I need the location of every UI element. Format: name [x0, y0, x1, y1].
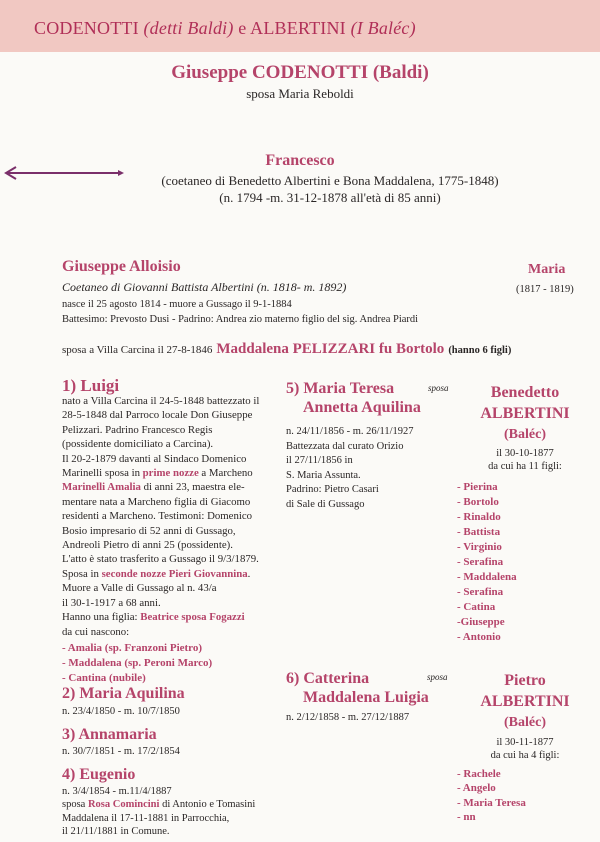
text-run: Pelizzari. Padrino Francesco Regis	[62, 423, 213, 436]
text-run: S. Maria Assunta.	[286, 469, 361, 481]
benedetto-child-item: - Serafina	[457, 556, 504, 568]
pietro-children-list	[457, 767, 526, 825]
text-run: Marinelli sposa in	[62, 467, 143, 480]
text-run: Battezzata dal curato Orizio	[286, 440, 404, 452]
annamaria-title: 3) Annamaria	[62, 726, 157, 743]
benedetto-died: il 30-10-1877	[496, 448, 554, 459]
text-run: Bosio impresario di 52 anni di Gussago,	[62, 524, 236, 537]
teresa-biography	[286, 425, 456, 513]
teresa-bio-line	[286, 454, 456, 469]
francesco-dates: (n. 1794 -m. 31-12-1878 all'età di 85 anni)	[219, 190, 441, 205]
benedetto-child-item: - Serafina	[457, 586, 504, 598]
eugenio-bio-line	[62, 825, 302, 839]
luigi-bio-line	[62, 552, 282, 566]
alloisio-baptism: Battesimo: Prevosto Dusi - Padrino: Andrea zio materno figlio del sig. Andrea Piardi	[62, 314, 419, 325]
catterina-sposa-label: sposa	[427, 672, 448, 682]
highlight-name: Marinelli Amalia	[62, 481, 141, 494]
text-run: (possidente domiciliato a Carcina).	[62, 438, 214, 451]
header-surname-codenotti: CODENOTTI	[34, 18, 144, 38]
maria-sister-name: Maria	[528, 262, 566, 277]
benedetto-surname: ALBERTINI	[480, 405, 570, 422]
luigi-bio-line	[62, 495, 282, 509]
teresa-bio-line	[286, 469, 456, 484]
benedetto-child-item: - Battista	[457, 526, 501, 538]
alloisio-name: Giuseppe Alloisio	[62, 258, 181, 275]
benedetto-child-item: - Virginio	[457, 541, 502, 553]
header-nickname-baldi: (detti Baldi)	[143, 18, 234, 38]
text-run: il 30-1-1917 a 68 anni.	[62, 596, 161, 609]
luigi-bio-line	[62, 394, 282, 408]
catterina-title-line1: 6) Catterina	[286, 670, 370, 687]
text-run: sposa	[62, 799, 88, 810]
luigi-child-item: - Cantina (nubile)	[62, 671, 146, 684]
teresa-bio-line	[286, 440, 456, 455]
luigi-children-list	[62, 641, 212, 685]
text-run: di anni 23, maestra ele-	[140, 481, 245, 494]
alloisio-marriage	[62, 340, 511, 358]
pietro-child-item: - Rachele	[457, 768, 501, 780]
luigi-child-item: - Amalia (sp. Franzoni Pietro)	[62, 642, 203, 654]
patriarch-name: Giuseppe CODENOTTI (Baldi)	[171, 62, 429, 83]
alloisio-note: Coetaneo di Giovanni Battista Albertini (n. 1818- m. 1892)	[62, 280, 347, 294]
teresa-bio-line	[286, 425, 456, 440]
benedetto-name: Benedetto	[490, 384, 560, 401]
text-run: n. 24/11/1856 - m. 26/11/1927	[286, 426, 414, 437]
luigi-bio-line	[62, 567, 282, 581]
text-run: da cui nascono:	[62, 625, 130, 638]
header-title	[34, 18, 416, 39]
marriage-prefix: sposa a Villa Carcina il 27-8-1846	[62, 344, 213, 356]
luigi-bio-line	[62, 524, 282, 538]
luigi-bio-line	[62, 466, 282, 480]
luigi-biography	[62, 394, 282, 639]
highlight-name: seconde nozze Pieri Giovannina	[101, 567, 248, 580]
pietro-name: Pietro	[504, 672, 546, 689]
alloisio-born: nasce il 25 agosto 1814 - muore a Gussago il 9-1-1884	[62, 299, 292, 310]
benedetto-child-item: - Antonio	[457, 631, 501, 643]
eugenio-bio-line	[62, 798, 302, 812]
luigi-bio-line	[62, 610, 282, 624]
benedetto-child-item: - Rinaldo	[457, 511, 501, 523]
aquilina-title: 2) Maria Aquilina	[62, 685, 185, 702]
pietro-child-item: - Angelo	[457, 782, 496, 795]
text-run: Padrino: Pietro Casari	[286, 484, 379, 496]
text-run: di Sale di Gussago	[286, 498, 365, 510]
text-run: il 21/11/1881 in Comune.	[62, 826, 170, 837]
text-run: Hanno una figlia:	[62, 611, 141, 624]
patriarch-spouse: sposa Maria Reboldi	[246, 86, 354, 101]
francesco-note: (coetaneo di Benedetto Albertini e Bona Maddalena, 1775-1848)	[161, 173, 499, 188]
header-nickname-balec: (I Baléc)	[350, 18, 416, 38]
francesco-name: Francesco	[265, 152, 335, 169]
teresa-bio-line	[286, 498, 456, 513]
text-run: Il 20-2-1879 davanti al Sindaco Domenico	[62, 452, 247, 465]
luigi-child-item: - Maddalena (sp. Peroni Marco)	[62, 656, 213, 669]
catterina-dates: n. 2/12/1858 - m. 27/12/1887	[286, 712, 410, 723]
text-run: di Antonio e Tomasini	[159, 799, 256, 810]
annamaria-dates: n. 30/7/1851 - m. 17/2/1854	[62, 746, 180, 757]
pietro-surname: ALBERTINI	[480, 693, 570, 710]
luigi-bio-line	[62, 509, 282, 523]
benedetto-nickname: (Baléc)	[504, 427, 546, 442]
text-run: a Marcheno	[198, 467, 253, 480]
luigi-bio-line	[62, 480, 282, 494]
luigi-bio-line	[62, 625, 282, 639]
text-run: nato a Villa Carcina il 24-5-1848 battezzato il	[62, 395, 260, 407]
aquilina-dates: n. 23/4/1850 - m. 10/7/1850	[62, 706, 180, 717]
luigi-bio-line	[62, 452, 282, 466]
benedetto-children-intro: da cui ha 11 figli:	[488, 461, 562, 472]
text-run: .	[247, 567, 251, 580]
luigi-bio-line	[62, 581, 282, 595]
benedetto-child-item: - Pierina	[457, 481, 498, 493]
maria-sister-dates: (1817 - 1819)	[516, 284, 574, 295]
teresa-title-line1: 5) Maria Teresa	[286, 380, 395, 397]
catterina-title-line2: Maddalena Luigia	[303, 689, 429, 706]
luigi-bio-line	[62, 408, 282, 422]
header-surname-albertini: e ALBERTINI	[233, 18, 351, 38]
pietro-nickname: (Baléc)	[504, 715, 546, 730]
text-run: Muore a Valle di Gussago al n. 43/a	[62, 582, 217, 595]
highlight-name: prime nozze	[142, 467, 199, 480]
text-run: il 27/11/1856 in	[286, 455, 353, 467]
benedetto-child-item: -Giuseppe	[457, 616, 505, 628]
marriage-children-note: (hanno 6 figli)	[448, 345, 512, 356]
text-run: Maddalena il 17-11-1881 in Parrocchia,	[62, 812, 230, 824]
benedetto-child-item: - Catina	[457, 601, 496, 613]
benedetto-child-item: - Maddalena	[457, 571, 517, 583]
pietro-child-item: - Maria Teresa	[457, 796, 526, 809]
teresa-bio-line	[286, 483, 456, 498]
text-run: L'atto è stato trasferito a Gussago il 9/3/1879.	[62, 553, 259, 566]
eugenio-bio-line	[62, 812, 302, 826]
eugenio-title: 4) Eugenio	[62, 766, 136, 783]
text-run: mentare nata a Marcheno figlia di Giacomo	[62, 495, 251, 508]
teresa-sposa-label: sposa	[428, 383, 449, 393]
pietro-died: il 30-11-1877	[496, 737, 554, 748]
pietro-child-item: - nn	[457, 811, 476, 824]
luigi-bio-line	[62, 596, 282, 610]
text-run: 28-5-1848 dal Parroco locale Don Giuseppe	[62, 409, 253, 422]
luigi-bio-line	[62, 437, 282, 451]
text-run: residenti a Marcheno. Testimoni: Domenico	[62, 510, 253, 523]
eugenio-dates: n. 3/4/1854 - m.11/4/1887	[62, 786, 172, 797]
marriage-wife: Maddalena PELIZZARI fu Bortolo	[216, 341, 445, 357]
luigi-title: 1) Luigi	[62, 376, 120, 395]
highlight-name: Beatrice sposa Fogazzi	[140, 611, 245, 624]
benedetto-child-item: - Bortolo	[457, 496, 499, 508]
pietro-children-intro: da cui ha 4 figli:	[490, 750, 560, 761]
highlight-name: Rosa Comincini	[87, 799, 160, 810]
luigi-bio-line	[62, 423, 282, 437]
teresa-title-line2: Annetta Aquilina	[303, 399, 421, 416]
text-run: Andreoli Pietro di anni 25 (possidente).	[62, 539, 233, 552]
text-run: Sposa in	[62, 567, 102, 580]
benedetto-children-list	[457, 480, 517, 645]
eugenio-marriage	[62, 798, 302, 839]
luigi-bio-line	[62, 538, 282, 552]
